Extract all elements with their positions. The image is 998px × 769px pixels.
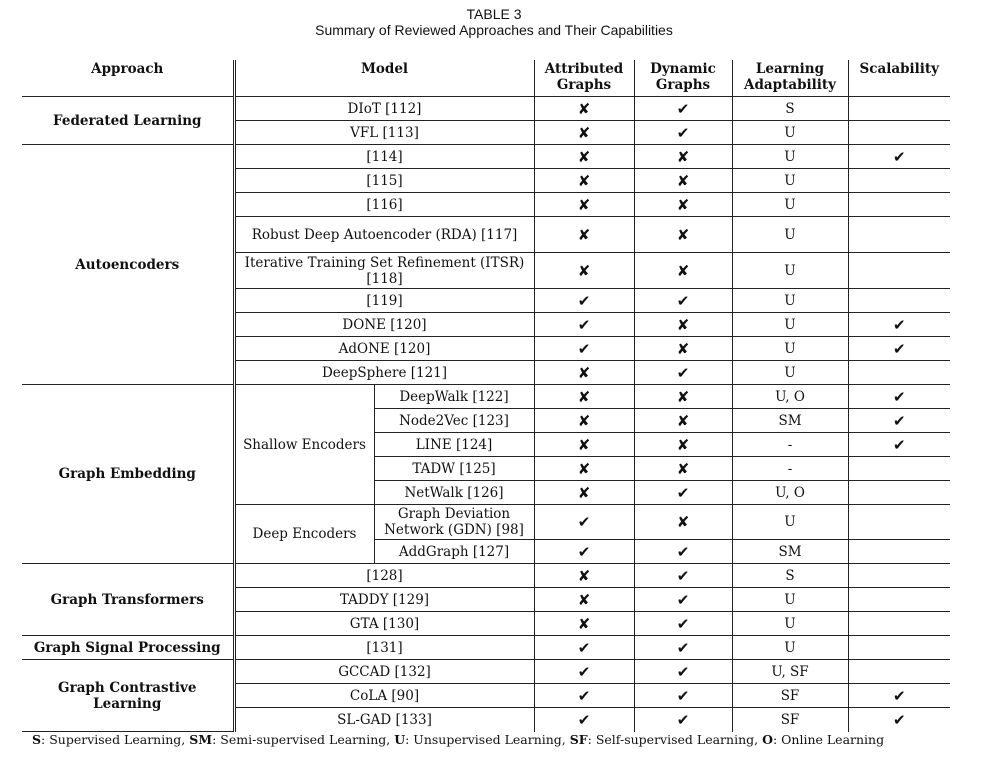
dynamic-cell: ✔	[634, 564, 732, 588]
dynamic-cell: ✔	[634, 540, 732, 564]
attributed-cell: ✘	[534, 481, 634, 505]
dynamic-cell: ✔	[634, 97, 732, 121]
table-title: Summary of Reviewed Approaches and Their Capabilities	[315, 22, 673, 38]
attributed-cell: ✔	[534, 313, 634, 337]
model-cell: DeepWalk [122]	[374, 385, 534, 409]
attributed-cell: ✘	[534, 457, 634, 481]
capabilities-table	[22, 60, 950, 732]
learning-cell: SF	[732, 708, 848, 732]
attributed-cell: ✘	[534, 253, 634, 289]
group-graph-contrastive-learning: Graph Contrastive Learning	[22, 660, 234, 732]
dynamic-cell: ✘	[634, 217, 732, 253]
learning-cell: U	[732, 636, 848, 660]
scalability-cell: ✔	[848, 145, 950, 169]
learning-cell: U	[732, 361, 848, 385]
dynamic-cell: ✔	[634, 361, 732, 385]
model-cell: TADDY [129]	[234, 588, 534, 612]
dynamic-cell: ✔	[634, 708, 732, 732]
scalability-cell	[848, 588, 950, 612]
table-row	[22, 660, 950, 684]
learning-cell: U	[732, 253, 848, 289]
learning-cell: U	[732, 121, 848, 145]
scalability-cell	[848, 193, 950, 217]
dynamic-cell: ✘	[634, 145, 732, 169]
attributed-cell: ✔	[534, 684, 634, 708]
dynamic-cell: ✘	[634, 409, 732, 433]
model-cell: NetWalk [126]	[374, 481, 534, 505]
scalability-cell	[848, 457, 950, 481]
scalability-cell: ✔	[848, 337, 950, 361]
learning-cell: U	[732, 505, 848, 540]
footnote-text-s: : Supervised Learning,	[41, 732, 190, 747]
group-graph-signal-processing: Graph Signal Processing	[22, 636, 234, 660]
model-cell: GTA [130]	[234, 612, 534, 636]
model-cell: LINE [124]	[374, 433, 534, 457]
learning-cell: U	[732, 289, 848, 313]
footnote-key-o: O	[762, 732, 773, 747]
attributed-cell: ✘	[534, 361, 634, 385]
model-cell: [116]	[234, 193, 534, 217]
attributed-cell: ✔	[534, 337, 634, 361]
learning-cell: -	[732, 433, 848, 457]
header-dynamic: Dynamic Graphs	[634, 60, 732, 97]
scalability-cell: ✔	[848, 684, 950, 708]
scalability-cell	[848, 660, 950, 684]
learning-cell: U, O	[732, 385, 848, 409]
scalability-cell	[848, 253, 950, 289]
learning-cell: U	[732, 193, 848, 217]
model-cell: [115]	[234, 169, 534, 193]
table-row	[22, 564, 950, 588]
learning-cell: U	[732, 337, 848, 361]
scalability-cell	[848, 121, 950, 145]
footnote-text-sf: : Self-supervised Learning,	[587, 732, 763, 747]
attributed-cell: ✔	[534, 660, 634, 684]
attributed-cell: ✘	[534, 409, 634, 433]
table-row	[22, 636, 950, 660]
scalability-cell	[848, 612, 950, 636]
table-row	[22, 145, 950, 169]
attributed-cell: ✘	[534, 145, 634, 169]
attributed-cell: ✔	[534, 708, 634, 732]
header-attributed: Attributed Graphs	[534, 60, 634, 97]
learning-cell: U	[732, 217, 848, 253]
model-cell: Graph Deviation Network (GDN) [98]	[374, 505, 534, 540]
attributed-cell: ✘	[534, 385, 634, 409]
model-cell: [114]	[234, 145, 534, 169]
footnote-text-sm: : Semi-supervised Learning,	[212, 732, 395, 747]
dynamic-cell: ✔	[634, 481, 732, 505]
learning-cell: U, SF	[732, 660, 848, 684]
attributed-cell: ✘	[534, 169, 634, 193]
model-cell: DeepSphere [121]	[234, 361, 534, 385]
scalability-cell	[848, 636, 950, 660]
header-learning: Learning Adaptability	[732, 60, 848, 97]
attributed-cell: ✘	[534, 121, 634, 145]
dynamic-cell: ✘	[634, 193, 732, 217]
scalability-cell	[848, 540, 950, 564]
scalability-cell	[848, 505, 950, 540]
model-cell: TADW [125]	[374, 457, 534, 481]
group-federated: Federated Learning	[22, 97, 234, 145]
group-graph-embedding: Graph Embedding	[22, 385, 234, 564]
group-autoencoders: Autoencoders	[22, 145, 234, 385]
dynamic-cell: ✔	[634, 636, 732, 660]
table-row	[22, 385, 950, 409]
model-cell: DIoT [112]	[234, 97, 534, 121]
table-label: TABLE 3	[466, 6, 522, 22]
dynamic-cell: ✘	[634, 433, 732, 457]
model-cell: GCCAD [132]	[234, 660, 534, 684]
group-graph-transformers: Graph Transformers	[22, 564, 234, 636]
learning-cell: U	[732, 145, 848, 169]
header-scalability: Scalability	[848, 60, 950, 97]
model-cell: [131]	[234, 636, 534, 660]
dynamic-cell: ✔	[634, 684, 732, 708]
scalability-cell	[848, 217, 950, 253]
model-cell: [128]	[234, 564, 534, 588]
model-cell: DONE [120]	[234, 313, 534, 337]
model-cell: SL-GAD [133]	[234, 708, 534, 732]
learning-cell: SM	[732, 409, 848, 433]
learning-cell: S	[732, 564, 848, 588]
model-cell: CoLA [90]	[234, 684, 534, 708]
learning-cell: SF	[732, 684, 848, 708]
dynamic-cell: ✔	[634, 588, 732, 612]
footnote-key-s: S	[32, 732, 42, 747]
dynamic-cell: ✘	[634, 457, 732, 481]
dynamic-cell: ✔	[634, 612, 732, 636]
subgroup-deep-encoders: Deep Encoders	[234, 505, 374, 564]
scalability-cell	[848, 289, 950, 313]
attributed-cell: ✔	[534, 540, 634, 564]
learning-cell: U	[732, 588, 848, 612]
scalability-cell: ✔	[848, 385, 950, 409]
scalability-cell	[848, 97, 950, 121]
attributed-cell: ✘	[534, 97, 634, 121]
footnote-text-o: : Online Learning	[772, 732, 885, 747]
scalability-cell: ✔	[848, 433, 950, 457]
attributed-cell: ✘	[534, 433, 634, 457]
learning-cell: -	[732, 457, 848, 481]
scalability-cell: ✔	[892, 710, 906, 729]
table-footnote	[32, 732, 884, 747]
learning-cell: U	[732, 169, 848, 193]
model-cell: Node2Vec [123]	[374, 409, 534, 433]
dynamic-cell: ✘	[634, 253, 732, 289]
header-model: Model	[234, 60, 534, 97]
attributed-cell: ✘	[534, 612, 634, 636]
table-row	[22, 97, 950, 121]
footnote-key-sf: SF	[569, 732, 588, 747]
dynamic-cell: ✘	[634, 505, 732, 540]
model-cell: VFL [113]	[234, 121, 534, 145]
footnote-key-sm: SM	[189, 732, 213, 747]
scalability-cell	[848, 564, 950, 588]
header-row	[22, 60, 950, 97]
dynamic-cell: ✘	[634, 169, 732, 193]
scalability-cell	[848, 169, 950, 193]
model-cell: AddGraph [127]	[374, 540, 534, 564]
attributed-cell: ✔	[534, 636, 634, 660]
subgroup-shallow-encoders: Shallow Encoders	[234, 385, 374, 505]
header-approach: Approach	[22, 60, 234, 97]
learning-cell: S	[732, 97, 848, 121]
learning-cell: U, O	[732, 481, 848, 505]
attributed-cell: ✘	[534, 588, 634, 612]
model-cell: Iterative Training Set Refinement (ITSR) [118]	[234, 253, 534, 289]
dynamic-cell: ✔	[634, 289, 732, 313]
learning-cell: U	[732, 313, 848, 337]
dynamic-cell: ✘	[634, 385, 732, 409]
scalability-cell: ✔	[848, 409, 950, 433]
model-cell: AdONE [120]	[234, 337, 534, 361]
footnote-text-u: : Unsupervised Learning,	[405, 732, 570, 747]
model-cell: Robust Deep Autoencoder (RDA) [117]	[234, 217, 534, 253]
attributed-cell: ✘	[534, 193, 634, 217]
model-cell: [119]	[234, 289, 534, 313]
scalability-cell: ✔	[848, 313, 950, 337]
dynamic-cell: ✔	[634, 660, 732, 684]
attributed-cell: ✘	[534, 217, 634, 253]
scalability-cell	[848, 481, 950, 505]
attributed-cell: ✔	[534, 289, 634, 313]
attributed-cell: ✘	[534, 564, 634, 588]
attributed-cell: ✔	[534, 505, 634, 540]
footnote-key-u: U	[394, 732, 406, 747]
scalability-cell	[848, 361, 950, 385]
learning-cell: SM	[732, 540, 848, 564]
dynamic-cell: ✔	[634, 121, 732, 145]
dynamic-cell: ✘	[634, 337, 732, 361]
learning-cell: U	[732, 612, 848, 636]
dynamic-cell: ✘	[634, 313, 732, 337]
